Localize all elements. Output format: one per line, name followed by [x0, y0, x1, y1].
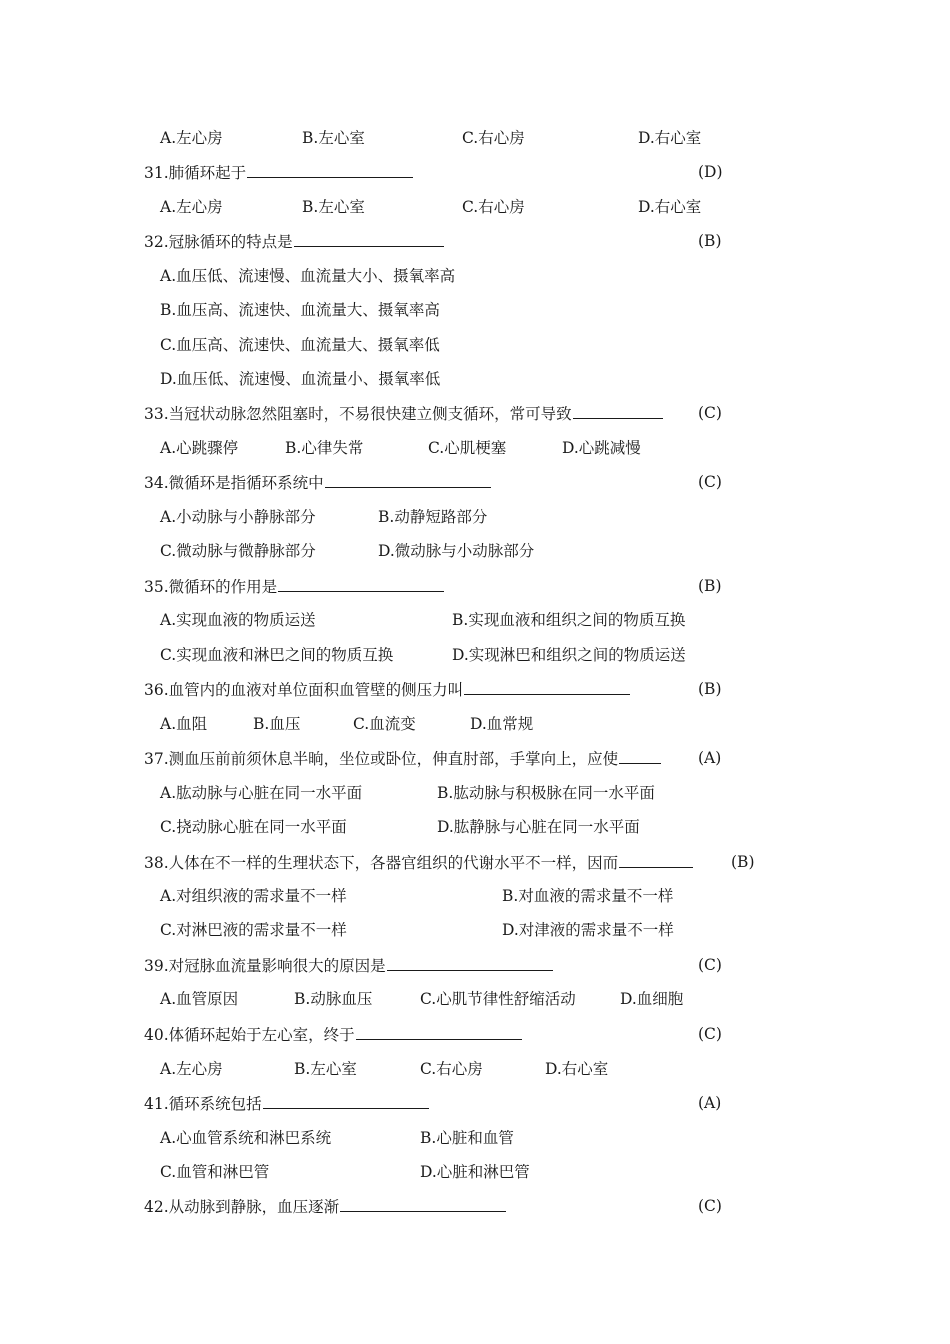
option-c: C.挠动脉心脏在同一水平面	[160, 818, 347, 836]
question-text: 34.微循环是指循环系统中	[144, 474, 324, 492]
option-b: B.左心室	[302, 198, 365, 216]
option-c: C.血流变	[353, 715, 416, 733]
option-d: D.实现淋巴和组织之间的物质运送	[452, 646, 686, 664]
option-c: C.对淋巴液的需求量不一样	[160, 921, 347, 939]
question-text: 42.从动脉到静脉，血压逐渐	[144, 1198, 340, 1216]
option-b: B.左心室	[302, 129, 365, 147]
option-d: D.右心室	[545, 1060, 609, 1078]
option-a: A.血压低、流速慢、血流量大小、摄氧率高	[160, 267, 456, 285]
answer-blank	[356, 1022, 522, 1040]
answer-key: (B)	[698, 577, 722, 595]
option-d: D.血压低、流速慢、血流量小、摄氧率低	[160, 370, 441, 388]
answer-key: (C)	[698, 473, 722, 491]
option-b: B.心律失常	[285, 439, 364, 457]
question-text: 31.肺循环起于	[144, 164, 247, 182]
question-text: 32.冠脉循环的特点是	[144, 233, 293, 251]
answer-key: (C)	[698, 1197, 722, 1215]
option-d: D.右心室	[638, 198, 702, 216]
question-39	[144, 953, 553, 977]
option-c: C.血管和淋巴管	[160, 1163, 270, 1181]
answer-blank	[387, 953, 553, 971]
answer-blank	[294, 229, 444, 247]
option-d: D.肱静脉与心脏在同一水平面	[437, 818, 640, 836]
question-text: 41.循环系统包括	[144, 1095, 262, 1113]
option-d: D.血常规	[470, 715, 534, 733]
option-c: C.实现血液和淋巴之间的物质互换	[160, 646, 394, 664]
answer-key: (B)	[698, 680, 722, 698]
answer-blank	[278, 574, 444, 592]
answer-key: (D)	[698, 163, 723, 181]
question-31	[144, 160, 413, 184]
option-b: B.血压高、流速快、血流量大、摄氧率高	[160, 301, 440, 319]
option-b: B.动脉血压	[294, 990, 373, 1008]
option-c: C.右心房	[462, 198, 525, 216]
option-b: B.对血液的需求量不一样	[502, 887, 674, 905]
question-36	[144, 677, 630, 701]
answer-blank	[263, 1091, 429, 1109]
option-d: D.血细胞	[620, 990, 684, 1008]
option-a: A.小动脉与小静脉部分	[160, 508, 316, 526]
question-text: 35.微循环的作用是	[144, 578, 278, 596]
question-34	[144, 470, 491, 494]
option-c: C.微动脉与微静脉部分	[160, 542, 316, 560]
answer-blank	[619, 850, 693, 868]
option-c: C.血压高、流速快、血流量大、摄氧率低	[160, 336, 440, 354]
option-d: D.对津液的需求量不一样	[502, 921, 674, 939]
option-b: B.肱动脉与积极脉在同一水平面	[437, 784, 655, 802]
option-a: A.左心房	[160, 129, 223, 147]
question-38	[144, 850, 693, 874]
answer-key: (A)	[698, 749, 722, 767]
question-41	[144, 1091, 429, 1115]
option-c: C.心肌节律性舒缩活动	[420, 990, 576, 1008]
answer-blank	[325, 470, 491, 488]
question-text: 40.体循环起始于左心室，终于	[144, 1026, 355, 1044]
option-a: A.实现血液的物质运送	[160, 611, 316, 629]
option-b: B.血压	[253, 715, 301, 733]
option-d: D.右心室	[638, 129, 702, 147]
option-a: A.左心房	[160, 1060, 223, 1078]
option-c: C.右心房	[462, 129, 525, 147]
option-c: C.心肌梗塞	[428, 439, 507, 457]
option-a: A.对组织液的需求量不一样	[160, 887, 347, 905]
option-a: A.血管原因	[160, 990, 239, 1008]
option-d: D.心跳减慢	[562, 439, 641, 457]
answer-key: (A)	[698, 1094, 722, 1112]
answer-blank	[340, 1194, 506, 1212]
question-37	[144, 746, 661, 770]
option-b: B.心脏和血管	[420, 1129, 514, 1147]
question-text: 37.测血压前前须休息半晌，坐位或卧位，伸直肘部，手掌向上，应使	[144, 750, 619, 768]
question-text: 36.血管内的血液对单位面积血管壁的侧压力叫	[144, 681, 464, 699]
question-text: 33.当冠状动脉忽然阻塞时，不易很快建立侧支循环，常可导致	[144, 405, 572, 423]
answer-key: (B)	[698, 232, 722, 250]
option-c: C.右心房	[420, 1060, 483, 1078]
option-d: D.微动脉与小动脉部分	[378, 542, 535, 560]
answer-key: (C)	[698, 404, 722, 422]
option-a: A.肱动脉与心脏在同一水平面	[160, 784, 363, 802]
option-b: B.实现血液和组织之间的物质互换	[452, 611, 686, 629]
option-a: A.心血管系统和淋巴系统	[160, 1129, 332, 1147]
option-a: A.左心房	[160, 198, 223, 216]
option-b: B.左心室	[294, 1060, 357, 1078]
question-32	[144, 229, 444, 253]
option-b: B.动静短路部分	[378, 508, 488, 526]
option-d: D.心脏和淋巴管	[420, 1163, 530, 1181]
question-40	[144, 1022, 522, 1046]
question-42	[144, 1194, 506, 1218]
answer-blank	[464, 677, 630, 695]
question-text: 38.人体在不一样的生理状态下，各器官组织的代谢水平不一样，因而	[144, 854, 619, 872]
question-35	[144, 574, 444, 598]
answer-key: (C)	[698, 1025, 722, 1043]
option-a: A.心跳骤停	[160, 439, 239, 457]
question-text: 39.对冠脉血流量影响很大的原因是	[144, 957, 386, 975]
question-33	[144, 401, 663, 425]
answer-blank	[573, 401, 663, 419]
answer-key: (C)	[698, 956, 722, 974]
option-a: A.血阻	[160, 715, 208, 733]
answer-blank	[619, 746, 661, 764]
answer-blank	[247, 160, 413, 178]
answer-key: (B)	[731, 853, 755, 871]
